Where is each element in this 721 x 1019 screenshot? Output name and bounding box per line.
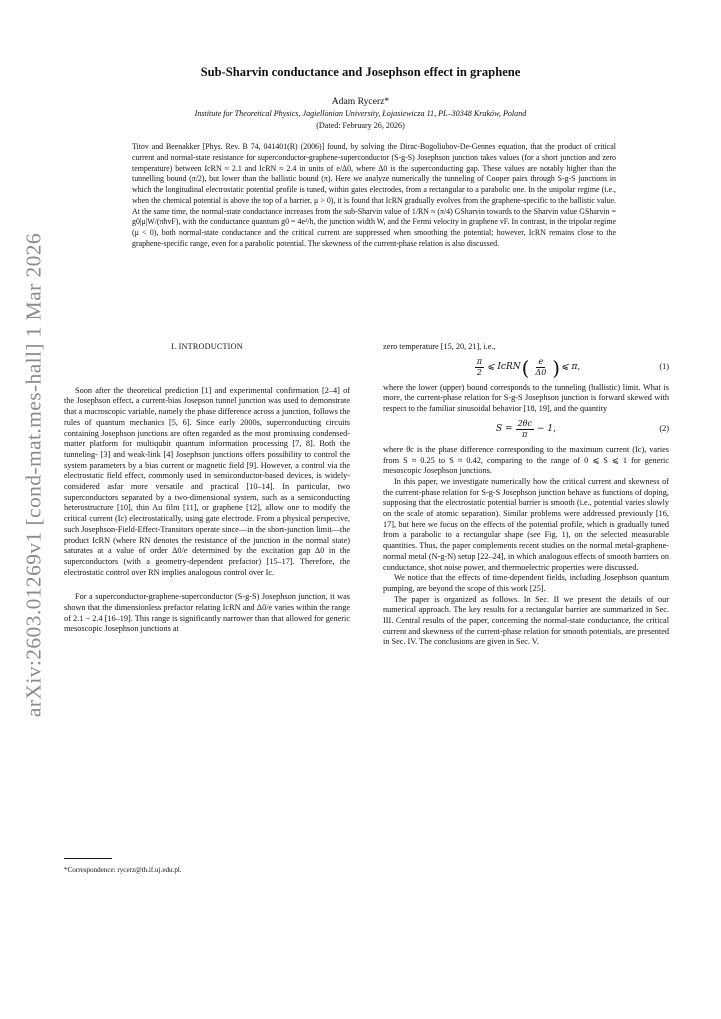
- equation-1-middle: ⩽ IcRN: [486, 362, 521, 373]
- author-affiliation: Institute for Theoretical Physics, Jagiellonian University, Łojasiewicza 11, PL–30348 Kraków, Poland: [194, 109, 527, 118]
- intro-paragraph-2: For a superconductor-graphene-superconductor (S-g-S) Josephson junction, it was shown that the dimensionless prefactor relating IcRN and Δ0/e varies within the range of 2.1 − 2.4 [16–19]. This range is significantly narrower than that allowed for generic mesoscopic Josephson junctions at: [64, 592, 350, 634]
- paper-date: (Dated: February 26, 2026): [316, 121, 405, 130]
- equation-2-fraction: $\frac{2\theta c}{\pi}$: [517, 419, 532, 440]
- paragraph-this-paper: In this paper, we investigate numerically how the critical current and skewness of the current-phase relation for S-g-S Josephson junction behave as functions of doping, supposing that the electrostatic potential barrier is smooth (i.e., potential varies slowly on the scale of atomic separation). Similar problems were addressed previously [16, 17], but here we focus on the effects of the potential profile, which is gradually tuned from a parabolic to a rectangular shape (see Fig. 1), on the selected measurable quantities. Thus, the paper complements recent studies on the normal metal-graphene-normal metal (N-g-N) setup [22–24], in which analogous effects of smooth barriers on conductance, shot noise power, and thermoelectric properties were discussed.: [383, 476, 669, 572]
- equation-2-rhs: − 1,: [536, 424, 556, 435]
- equation-2-number: (2): [659, 424, 669, 434]
- left-column: [64, 342, 350, 635]
- abstract: Titov and Beenakker [Phys. Rev. B 74, 041401(R) (2006)] found, by solving the Dirac-Bogoliubov-De-Gennes equation, that the product of critical current and normal-state resistance for superconductor-graphene-superconductor (S-g-S) Josephson junction takes values (for a short junction and zero temperature) between IcRN ≈ 2.1 and IcRN ≈ 2.4 in units of e/Δ0, where Δ0 is the superconducting gap. These values are notably higher than the tunnelling bound (π/2), but lower than the ballistic bound (π). Here we analyze numerically the tunneling of Cooper pairs through S-g-S junctions in which the longitudinal electrostatic potential profile is tuned, within gates electrodes, from a rectangular to a parabolic one. In the unipolar regime (i.e., when the chemical potential is above the top of a barrier, μ > 0), it is found that IcRN gradually evolves from the graphene-specific to the ballistic value. At the same time, the normal-state conductance increases from the sub-Sharvin value of 1/RN ≈ (π/4) GSharvin towards to the Sharvin value GSharvin = g0|μ|W/(πħvF), with the conductance quantum g0 = 4e²/h, the junction width W, and the Fermi velocity in graphene vF. In contrast, in the tripolar regime (μ < 0), both normal-state conductance and the critical current are suppressed when smoothing the potential; however, IcRN remains close to the graphene-specific range, even for a parabolic potential. The skewness of the current-phase relation is also discussed.: [132, 142, 616, 248]
- paragraph-after-eq2: where θc is the phase difference corresponding to the maximum current (Ic), varies from S ≈ 0.25 to S ≈ 0.42, comparing to the range of 0 ⩽ S ⩽ 1 for generic mesoscopic Josephson junctions.: [383, 444, 669, 476]
- equation-1-pi-over-2: $\frac{\pi}{2}$: [476, 357, 482, 378]
- intro-paragraph-continued: zero temperature [15, 20, 21], i.e.,: [383, 342, 496, 351]
- equation-1: $\frac{\pi}{2}$ ⩽ IcRN ( $\frac{e}{\Delta 0}$ ) ⩽ π, (1): [476, 355, 669, 380]
- equation-2-lhs: S =: [496, 424, 513, 435]
- paragraph-time-dependent: We notice that the effects of time-dependent fields, including Josephson quantum pumping, are beyond the scope of this work [25].: [383, 573, 669, 593]
- section-heading-introduction: I. INTRODUCTION: [171, 342, 243, 351]
- equation-2: [383, 415, 669, 445]
- paragraph-organization: The paper is organized as follows. In Sec. II we present the details of our numerical approach. The key results for a rectangular barrier are summarized in Sec. III. Central results of the paper, concerning the normal-state conductance, the critical current and skewness of the current-phase relation for smooth potentials, are presented in Sec. IV. The conclusions are given in Sec. V.: [383, 594, 669, 647]
- paragraph-after-eq1: where the lower (upper) bound corresponds to the tunneling (ballistic) limit. What is more, the current-phase relation for S-g-S Josephson junction is forward skewed with respect to the familiar sinusoidal behavior [18, 19], and the quantity: [383, 382, 669, 414]
- equation-1-number: (1): [659, 362, 669, 372]
- paper-title: Sub-Sharvin conductance and Josephson effect in graphene: [200, 65, 521, 79]
- author-name: Adam Rycerz*: [331, 96, 390, 107]
- arxiv-sidebar: [20, 232, 48, 718]
- correspondence-footnote: *Correspondence: rycerz@th.if.uj.edu.pl.: [64, 866, 182, 874]
- arxiv-identifier: arXiv:2603.01269v1 [cond-mat.mes-hall] 1 Mar 2026: [21, 232, 46, 718]
- intro-paragraph-1: Soon after the theoretical prediction [1] and experimental confirmation [2–4] of the Josephson effect, a current-bias Josepson tunnel junction was used to demonstrate that a macroscopic variable, namely the phase difference across a junction, follows the rules of quantum mechanics [5, 6]. Since early 2000s, superconducting circuits containing Josephson junctions are often regarded as the most promissing condensed-matter platform for multiqubit quantum information processing [7, 8]. Both the tunneling- [3] and weak-link [4] Josephson junctions offers possibility to control the system parameters by a bias current or magnetic field [9]. However, a control via the electrostatic field effect, commonly used in semiconductor-based devices, is widely-considered asfar more versatile and practical [10–14]. In particular, two superconductors separated by a two-dimensional system, such as a semiconducting heterostructure [10], thin Au film [11], or graphene [12], allow one to modify the critical current (Ic) electrostatically, using gate electrode. From a physical perspecive, such Josephson-Field-Effect-Transitors operate since—in the short-junction limit—the product IcRN (where RN denotes the resistance of the junction in the normal state) saturates at a value of order Δ0/e determined by the excitation gap Δ0 in the superconductors (with a geometry-dependent prefactor) [15–17]. Therefore, the electrostatic control over RN implies analogous control over Ic.: [64, 385, 350, 577]
- right-column: [383, 342, 669, 648]
- equation-1-fraction: $\frac{e}{\Delta 0}$: [535, 357, 547, 378]
- footnote-divider: [64, 858, 112, 859]
- equation-1-right: ⩽ π,: [561, 362, 581, 373]
